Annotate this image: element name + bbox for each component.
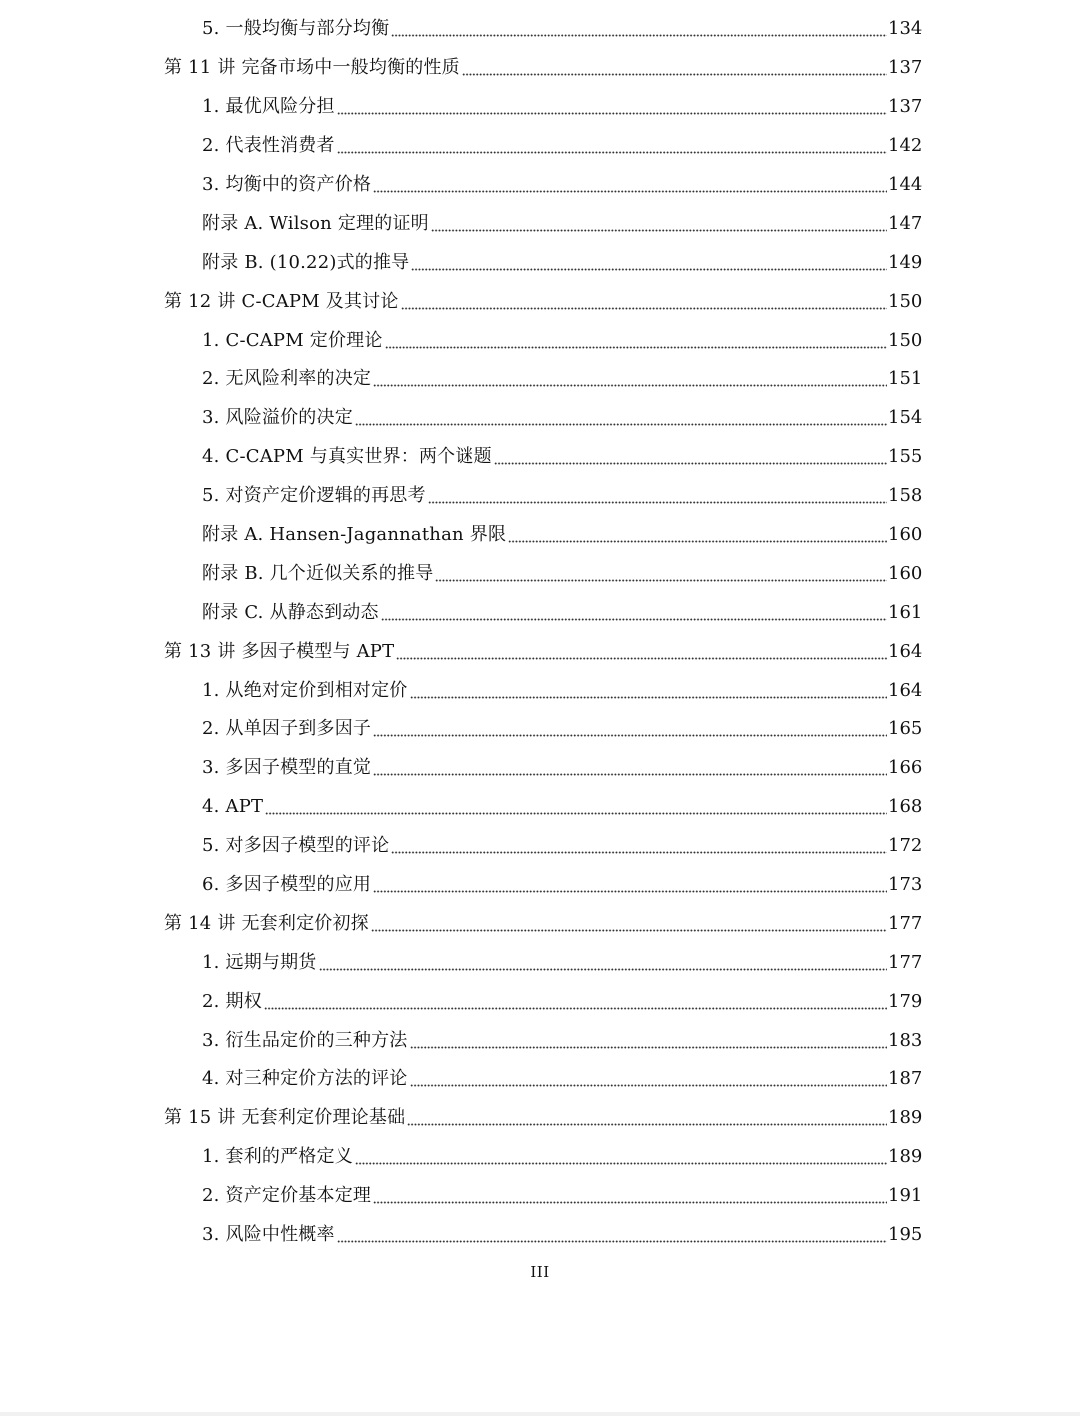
toc-section-entry[interactable] [0,827,1080,866]
toc-entry-page: 154 [888,407,923,429]
toc-entry-page: 183 [888,1029,923,1051]
toc-section-entry[interactable] [0,204,1080,243]
dot-leader [396,641,887,663]
toc-entry-title: 3. 衍生品定价的三种方法 [202,1029,408,1051]
toc-entry-title: 1. C-CAPM 定价理论 [202,329,383,351]
toc-entry-page: 173 [888,874,923,896]
toc-entry-page: 164 [888,679,923,701]
toc-entry-title: 第 11 讲 完备市场中一般均衡的性质 [164,57,460,79]
toc-section-entry[interactable] [0,1060,1080,1099]
toc-section-entry[interactable] [0,671,1080,710]
dot-leader [435,563,887,585]
dot-leader [410,1030,888,1052]
toc-entry-title: 3. 多因子模型的直觉 [202,757,372,779]
toc-entry-title: 附录 A. Wilson 定理的证明 [202,212,429,234]
toc-entry-page: 177 [888,951,923,973]
toc-section-entry[interactable] [0,749,1080,788]
dot-leader [337,1224,887,1246]
toc-entry-page: 172 [888,835,923,857]
toc-entry-title: 5. 一般均衡与部分均衡 [202,18,390,40]
toc-entry-page: 137 [888,96,923,118]
toc-entry-title: 2. 从单因子到多因子 [202,718,372,740]
toc-section-entry[interactable] [0,399,1080,438]
dot-leader [494,446,887,468]
dot-leader [373,757,887,779]
toc-section-entry[interactable] [0,788,1080,827]
toc-entry-title: 3. 均衡中的资产价格 [202,174,372,195]
toc-entry-page: 160 [888,562,923,584]
toc-entry-title: 2. 期权 [202,990,262,1012]
toc-entry-page: 179 [888,990,923,1012]
toc-entry-title: 1. 从绝对定价到相对定价 [202,679,408,701]
toc-entry-title: 第 13 讲 多因子模型与 APT [164,640,395,662]
toc-entry-page: 187 [888,1068,923,1090]
toc-entry-page: 195 [888,1224,923,1246]
toc-section-entry[interactable] [0,554,1080,593]
toc-entry-page: 150 [888,290,923,312]
toc-entry-page: 134 [888,18,923,40]
toc-entry-page: 189 [888,1107,923,1129]
toc-section-entry[interactable] [0,593,1080,632]
dot-leader [407,1107,887,1129]
dot-leader [391,835,887,857]
toc-section-entry[interactable] [0,1138,1080,1177]
dot-leader [264,991,887,1013]
dot-leader [411,252,887,274]
toc-entry-page: 149 [888,251,923,273]
dot-leader [385,330,887,352]
toc-section-entry[interactable] [0,88,1080,127]
toc-entry-title: 1. 远期与期货 [202,951,317,973]
toc-entry-page: 151 [888,368,923,390]
page-edge [0,1412,1080,1416]
dot-leader [373,718,887,740]
toc-entry-title: 2. 无风险利率的决定 [202,368,372,390]
toc-section-entry[interactable] [0,438,1080,477]
toc-entry-title: 4. 对三种定价方法的评论 [202,1068,408,1090]
dot-leader [373,874,887,896]
toc-entry-title: 附录 A. Hansen-Jagannathan 界限 [202,524,507,546]
toc-entry-title: 3. 风险溢价的决定 [202,407,353,429]
toc-entry-title: 附录 B. (10.22)式的推导 [202,251,410,273]
toc-section-entry[interactable] [0,360,1080,399]
dot-leader [371,913,887,935]
toc-entry-page: 137 [888,57,923,79]
toc-entry-title: 第 12 讲 C-CAPM 及其讨论 [164,290,399,312]
toc-section-entry[interactable] [0,982,1080,1021]
toc-section-entry[interactable] [0,243,1080,282]
toc-section-entry[interactable] [0,10,1080,49]
toc-entry-page: 150 [888,329,923,351]
toc-entry-page: 144 [888,174,923,195]
toc-entry-page: 164 [888,640,923,662]
table-of-contents [0,10,1080,1255]
toc-entry-page: 165 [888,718,923,740]
toc-chapter-entry[interactable] [0,1099,1080,1138]
toc-entry-title: 6. 多因子模型的应用 [202,874,372,896]
toc-section-entry[interactable] [0,321,1080,360]
toc-chapter-entry[interactable] [0,632,1080,671]
toc-entry-title: 2. 代表性消费者 [202,135,335,157]
dot-leader [508,524,887,546]
toc-entry-page: 142 [888,135,923,157]
toc-entry-page: 160 [888,524,923,546]
toc-entry-title: 5. 对资产定价逻辑的再思考 [202,485,426,507]
dot-leader [431,213,887,235]
toc-entry-title: 2. 资产定价基本定理 [202,1185,372,1207]
toc-entry-page: 147 [888,212,923,234]
toc-section-entry[interactable] [0,127,1080,166]
toc-entry-page: 191 [888,1185,923,1207]
dot-leader [265,796,887,818]
toc-entry-title: 4. APT [202,796,264,818]
toc-entry-page: 177 [888,912,923,934]
dot-leader [410,1068,888,1090]
toc-entry-page: 168 [888,796,923,818]
toc-section-entry[interactable] [0,166,1080,205]
dot-leader [428,485,887,507]
toc-entry-page: 189 [888,1146,923,1168]
toc-chapter-entry[interactable] [0,49,1080,88]
toc-entry-page: 166 [888,757,923,779]
toc-section-entry[interactable] [0,1021,1080,1060]
dot-leader [373,1185,887,1207]
toc-entry-title: 1. 套利的严格定义 [202,1146,353,1168]
page-number: III [530,1263,550,1281]
dot-leader [355,407,887,429]
toc-section-entry[interactable] [0,866,1080,905]
toc-entry-title: 4. C-CAPM 与真实世界：两个谜题 [202,446,492,468]
toc-section-entry[interactable] [0,1177,1080,1216]
toc-entry-page: 155 [888,446,923,468]
dot-leader [401,291,887,313]
toc-section-entry[interactable] [0,516,1080,555]
dot-leader [391,18,887,40]
toc-entry-title: 3. 风险中性概率 [202,1224,335,1246]
dot-leader [381,602,887,624]
toc-section-entry[interactable] [0,1216,1080,1255]
dot-leader [373,174,887,196]
dot-leader [337,135,887,157]
toc-entry-title: 附录 B. 几个近似关系的推导 [202,562,434,584]
toc-entry-title: 第 14 讲 无套利定价初探 [164,912,369,934]
toc-entry-title: 第 15 讲 无套利定价理论基础 [164,1107,406,1129]
toc-entry-title: 附录 C. 从静态到动态 [202,601,379,623]
toc-entry-title: 1. 最优风险分担 [202,96,335,118]
dot-leader [462,57,887,79]
toc-entry-page: 158 [888,485,923,507]
toc-section-entry[interactable] [0,943,1080,982]
toc-entry-title: 5. 对多因子模型的评论 [202,835,390,857]
toc-entry-page: 161 [888,601,923,623]
dot-leader [337,96,887,118]
toc-chapter-entry[interactable] [0,282,1080,321]
toc-section-entry[interactable] [0,477,1080,516]
dot-leader [373,368,887,390]
toc-section-entry[interactable] [0,710,1080,749]
toc-chapter-entry[interactable] [0,904,1080,943]
dot-leader [319,952,888,974]
dot-leader [410,680,888,702]
dot-leader [355,1146,887,1168]
